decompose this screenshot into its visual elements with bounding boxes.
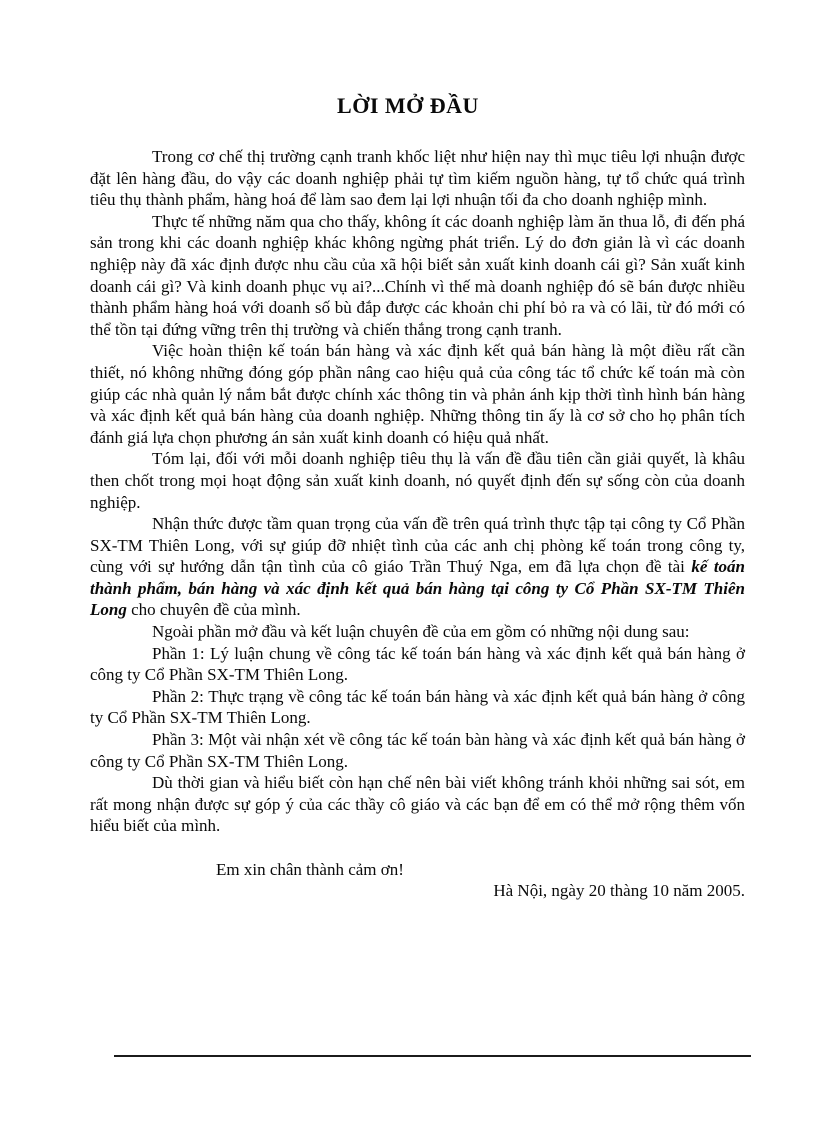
- closing-dateline: Hà Nội, ngày 20 thàng 10 năm 2005.: [493, 881, 745, 901]
- footer-rule: [114, 1055, 751, 1057]
- paragraph-intro-2: Thực tế những năm qua cho thấy, không ít các doanh nghiệp làm ăn thua lỗ, đi đến phá sản trong khi các doanh nghiệp khác không ngừng phát triển. Lý do đơn giản là vì các doanh nghiệp này đã xác định được nhu cầu của xã hội biết sản xuất kinh doanh cái gì? Sản xuất kinh doanh cái gì? Và kinh doanh phục vụ ai?...Chính vì thế mà doanh nghiệp đó sẽ bán được nhiều thành phẩm hàng hoá với doanh số bù đắp được các khoản chi phí bỏ ra và có lãi, từ đó mới có thể tồn tại đứng vững trên thị trường và chiến thắng trong cạnh tranh.: [90, 211, 745, 339]
- thesis-title-emphasis: kế toán thành phẩm, bán hàng và xác định kết quả bán hàng tại công ty Cổ Phần SX-TM Thiên Long: [90, 557, 745, 620]
- part-item-3: Phần 3: Một vài nhận xét về công tác kế toán bàn hàng và xác định kết quả bán hàng ở công ty Cổ Phần SX-TM Thiên Long.: [90, 730, 745, 771]
- topic-selection-post-text: cho chuyên đề của mình.: [126, 600, 301, 620]
- topic-selection-pre-text: Nhận thức được tầm quan trọng của vấn đề trên quá trình thực tập tại công ty Cổ Phần SX-TM Thiên Long, với sự giúp đỡ nhiệt tình của các anh chị phòng kế toán trong công ty, cùng với sự hướng dẫn tận tình của cô giáo Trần Thuý Nga, em đã lựa chọn đề tài: [90, 514, 745, 577]
- part-item-1: Phần 1: Lý luận chung về công tác kế toán bán hàng và xác định kết quả bán hàng ở công ty Cổ Phần SX-TM Thiên Long.: [90, 643, 745, 685]
- paragraph-intro-4: Tóm lại, đối với mỗi doanh nghiệp tiêu thụ là vấn đề đầu tiên cần giải quyết, là khâu then chốt trong mọi hoạt động sản xuất kinh doanh, nó quyết định đến sự sống còn của doanh nghiệp.: [90, 449, 745, 512]
- paragraph-intro-1: Trong cơ chế thị trường cạnh tranh khốc liệt như hiện nay thì mục tiêu lợi nhuận được đặt lên hàng đầu, do vậy các doanh nghiệp phải tự tìm kiếm nguồn hàng, tự tổ chức quá trình tiêu thụ thành phẩm, hàng hoá để làm sao đem lại lợi nhuận tối đa cho doanh nghiệp mình.: [90, 147, 745, 210]
- document-body: [90, 146, 745, 902]
- paragraph-contents-lead: Ngoài phần mở đầu và kết luận chuyên đề của em gồm có những nội dung sau:: [152, 622, 690, 642]
- page-title: LỜI MỞ ĐẦU: [337, 93, 479, 118]
- paragraph-topic-selection: [90, 513, 745, 621]
- paragraph-intro-3: Việc hoàn thiện kế toán bán hàng và xác định kết quả bán hàng là một điều rất cần thiết, nó không những đóng góp phần nâng cao hiệu quả của công tác tổ chức kế toán mà còn giúp các nhà quản lý nắm bắt được chính xác thông tin và phản ánh kịp thời tình hình bán hàng và xác định kết quả bán hàng của doanh nghiệp. Những thông tin ấy là cơ sở cho họ phân tích đánh giá lựa chọn phương án sản xuất kinh doanh có hiệu quả nhất.: [90, 341, 745, 447]
- paragraph-apology: Dù thời gian và hiểu biết còn hạn chế nên bài viết không tránh khỏi những sai sót, em rất mong nhận được sự góp ý của các thầy cô giáo và các bạn để em có thể mở rộng thêm vốn hiểu biết của mình.: [90, 773, 745, 836]
- part-item-2: Phần 2: Thực trạng về công tác kế toán bán hàng và xác định kết quả bán hàng ở công ty Cổ Phần SX-TM Thiên Long.: [90, 686, 745, 728]
- closing-thanks: Em xin chân thành cảm ơn!: [216, 859, 404, 879]
